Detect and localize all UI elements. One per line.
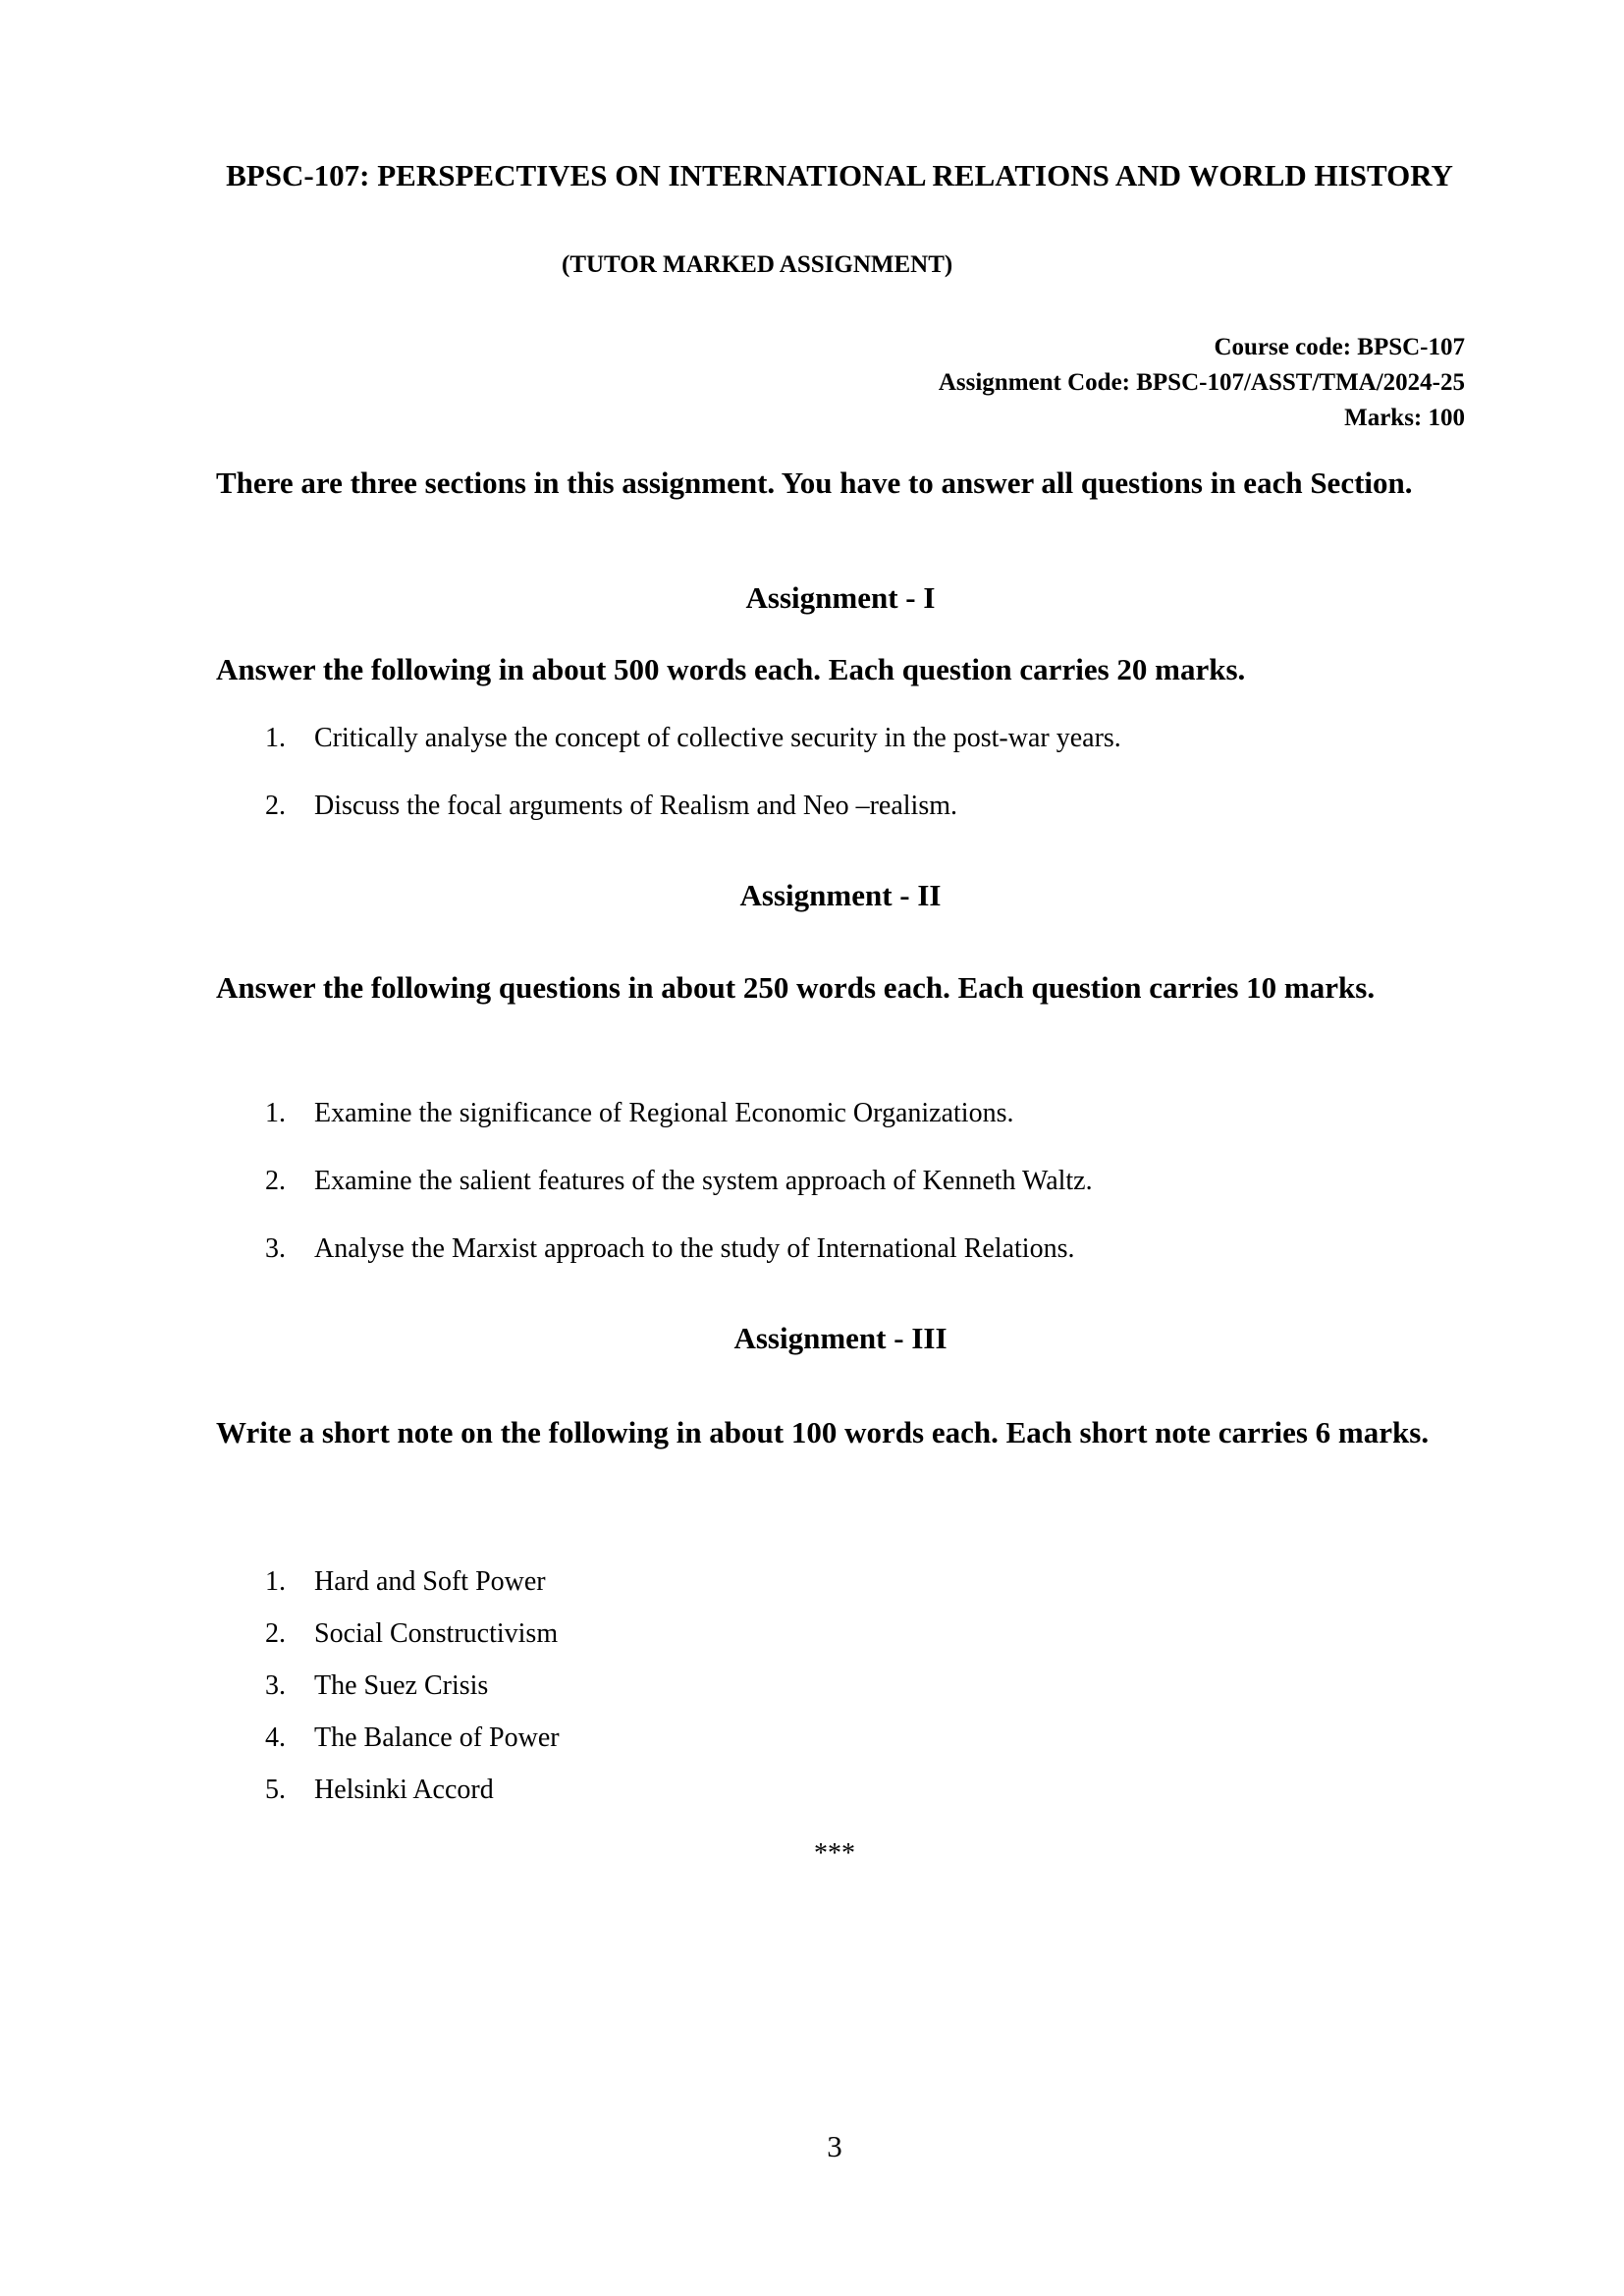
question-text: Discuss the focal arguments of Realism and Neo –realism.	[314, 791, 957, 821]
list-item	[265, 1232, 1443, 1266]
course-code: Course code: BPSC-107	[1214, 334, 1465, 360]
question-text: Helsinki Accord	[314, 1775, 494, 1805]
question-number: 2.	[265, 1618, 286, 1649]
list-item	[265, 1165, 1443, 1198]
question-list-3	[265, 1556, 1443, 1816]
question-number: 1.	[265, 1566, 286, 1597]
list-item	[265, 790, 1443, 823]
section-instruction-1: Answer the following in about 500 words each. Each question carries 20 marks.	[216, 652, 1246, 686]
question-text: Social Constructivism	[314, 1618, 559, 1649]
question-number: 3.	[265, 1670, 286, 1701]
total-marks: Marks: 100	[1344, 405, 1465, 431]
question-number: 1.	[265, 723, 286, 753]
end-marker: ***	[814, 1838, 855, 1869]
question-text: The Suez Crisis	[314, 1670, 489, 1701]
section-instruction-2: Answer the following questions in about 250 words each. Each question carries 10 marks.	[216, 970, 1376, 1005]
question-text: Analyse the Marxist approach to the study of International Relations.	[314, 1233, 1075, 1264]
list-item	[265, 1097, 1443, 1130]
section-instruction-3: Write a short note on the following in about 100 words each. Each short note carries 6 marks.	[216, 1415, 1430, 1449]
question-number: 5.	[265, 1775, 286, 1805]
list-item	[265, 722, 1443, 755]
assignment-code: Assignment Code: BPSC-107/ASST/TMA/2024-25	[938, 369, 1465, 396]
document-title: BPSC-107: PERSPECTIVES ON INTERNATIONAL RELATIONS AND WORLD HISTORY	[226, 158, 1453, 192]
section-heading-2: Assignment - II	[739, 878, 942, 912]
page-number: 3	[827, 2129, 842, 2163]
question-text: Hard and Soft Power	[314, 1566, 546, 1597]
section-heading-3: Assignment - III	[733, 1321, 947, 1355]
question-list-1	[265, 722, 1443, 823]
question-number: 1.	[265, 1098, 286, 1128]
question-list-2	[265, 1097, 1443, 1266]
list-item	[265, 1712, 1443, 1764]
assignment-meta	[939, 330, 1465, 436]
list-item	[265, 1556, 1443, 1608]
question-text: Examine the salient features of the system approach of Kenneth Waltz.	[314, 1166, 1093, 1196]
question-text: The Balance of Power	[314, 1722, 560, 1753]
question-number: 2.	[265, 1166, 286, 1196]
intro-instructions: There are three sections in this assignment. You have to answer all questions in each Section.	[216, 465, 1413, 500]
list-item	[265, 1660, 1443, 1712]
question-number: 3.	[265, 1233, 286, 1264]
question-number: 2.	[265, 791, 286, 821]
list-item	[265, 1608, 1443, 1660]
question-number: 4.	[265, 1722, 286, 1753]
document-subtitle: (TUTOR MARKED ASSIGNMENT)	[562, 251, 953, 278]
question-text: Examine the significance of Regional Economic Organizations.	[314, 1098, 1014, 1128]
list-item	[265, 1764, 1443, 1816]
question-text: Critically analyse the concept of collective security in the post-war years.	[314, 723, 1121, 753]
section-heading-1: Assignment - I	[745, 580, 936, 615]
